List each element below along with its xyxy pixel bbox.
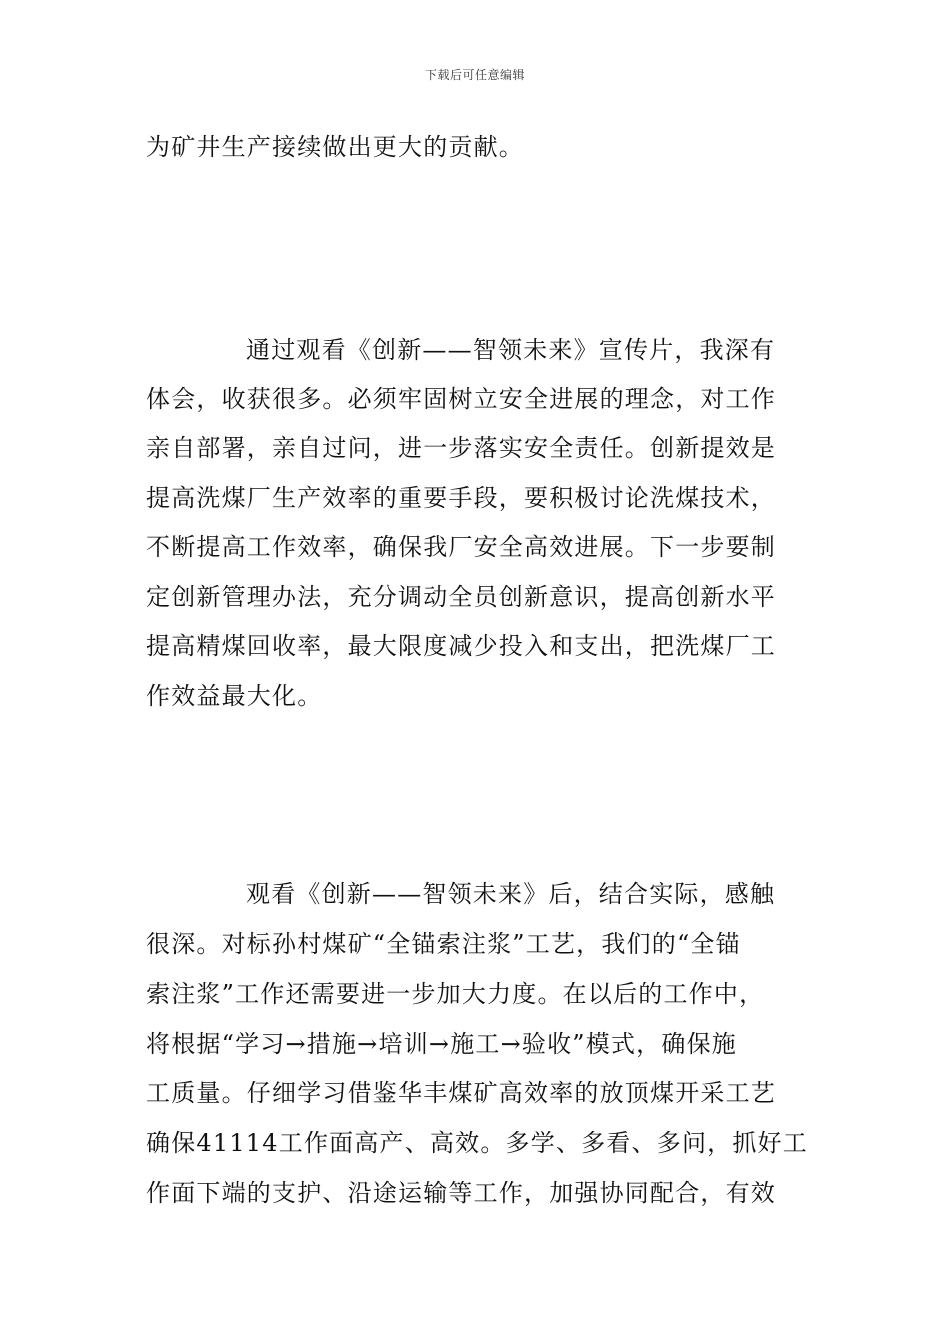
text-line: 确保41114工作面高产、高效。多学、多看、多问，抓好工: [146, 1129, 808, 1157]
text-line: 不断提高工作效率，确保我厂安全高效进展。下一步要制: [146, 533, 776, 561]
text-line: 提高洗煤厂生产效率的重要手段，要积极讨论洗煤技术，: [146, 484, 776, 512]
text-line: 体会，收获很多。必须牢固树立安全进展的理念，对工作: [146, 385, 776, 413]
text-line: 通过观看《创新——智领未来》宣传片，我深有: [246, 336, 776, 364]
text-line: 亲自部署，亲自过问，进一步落实安全责任。创新提效是: [146, 434, 776, 462]
page-header: 下载后可任意编辑: [424, 68, 525, 82]
text-line: 提高精煤回收率，最大限度减少投入和支出，把洗煤厂工: [146, 632, 776, 660]
text-line: 将根据“学习→措施→培训→施工→验收”模式，确保施: [146, 1030, 737, 1058]
text-line: 作效益最大化。: [146, 682, 323, 710]
text-line: 定创新管理办法，充分调动全员创新意识，提高创新水平: [146, 583, 776, 611]
text-line: 为矿井生产接续做出更大的贡献。: [146, 133, 524, 161]
text-line: 观看《创新——智领未来》后，结合实际，感触: [246, 880, 776, 908]
text-line: 作面下端的支护、沿途运输等工作，加强协同配合，有效: [146, 1179, 776, 1207]
text-line: 索注浆”工作还需要进一步加大力度。在以后的工作中，: [146, 980, 765, 1008]
text-line: 工质量。仔细学习借鉴华丰煤矿高效率的放顶煤开采工艺: [146, 1079, 776, 1107]
text-line: 很深。对标孙村煤矿“全锚索注浆”工艺，我们的“全锚: [146, 930, 741, 958]
